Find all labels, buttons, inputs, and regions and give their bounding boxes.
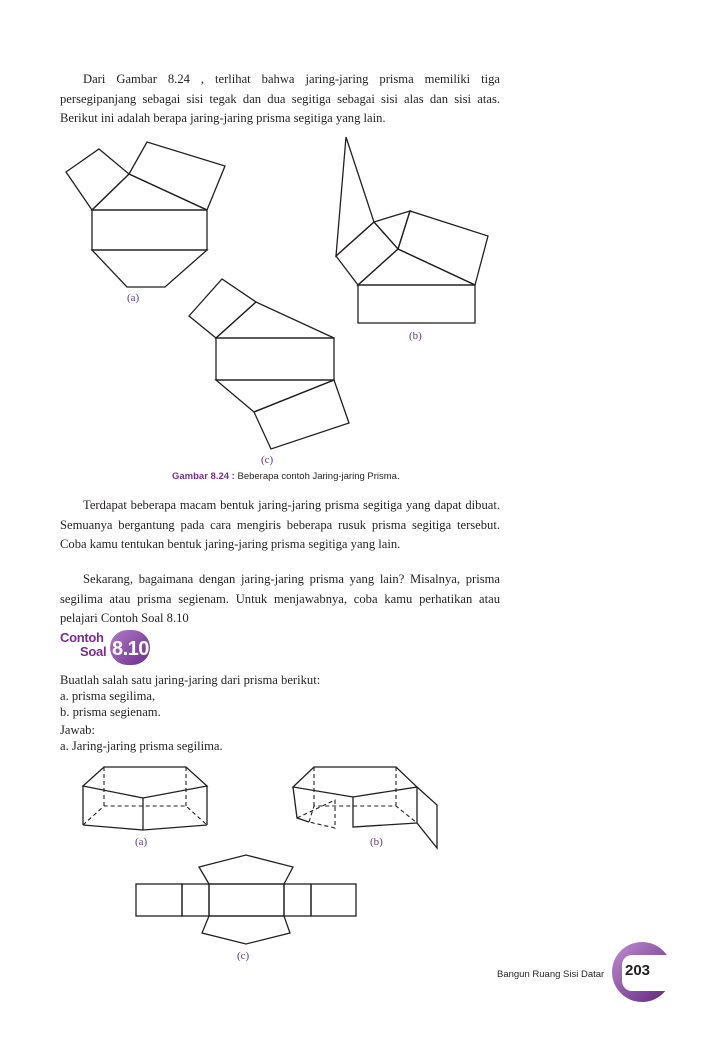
contoh-word: Contoh [60,630,104,645]
example-item-a: a. prisma segilima, [60,689,156,703]
example-answer-a: a. Jaring-jaring prisma segilima. [60,739,223,753]
intro-line-1: Dari Gambar 8.24 , terlihat bahwa jaring-jaring prisma memiliki tiga [83,72,500,86]
page-number: 203 [625,962,651,979]
example-instruction: Buatlah salah satu jaring-jaring dari prisma berikut: [60,673,321,687]
intro-line-2: persegipanjang sebagai sisi tegak dan dua segitiga sebagai sisi alas dan sisi [60,91,472,106]
p1-line-3: prisma segitiga tersebut. Coba kamu tentukan bentuk jaring-jaring prisma [60,517,500,552]
prism-b [293,767,437,848]
net-pentagonal-c [136,855,356,944]
p2-line-2: prisma segilima atau prisma segienam. Untuk menjawabnya, coba kamu [60,572,500,606]
p1-line-1: Terdapat beberapa macam bentuk jaring-jaring prisma segitiga yang [83,498,431,512]
p2-line-1: Sekarang, bagaimana dengan jaring-jaring prisma yang lain? Misalnya, [83,572,461,586]
example-jawab: Jawab: [60,723,95,737]
intro-line-3: atas. Berikut ini adalah berapa jaring-jaring prisma segitiga yang lain. [60,91,500,126]
prism-a [83,767,207,830]
figure2-label-a: (a) [135,836,148,848]
figure1-label-c: (c) [261,454,274,466]
figure2-label-c: (c) [237,950,250,962]
p1-line-4: segitiga yang lain. [308,537,401,552]
example-item-b: b. prisma segienam. [60,705,161,719]
figure1-label-a: (a) [127,292,140,304]
caption-text: Beberapa contoh Jaring-jaring Prisma. [234,471,400,482]
figure2-label-b: (b) [370,836,383,848]
contoh-number: 8.10 [112,638,149,660]
p1-line-2: dapat dibuat. Semuanya bergantung pada cara mengiris beberapa rusuk [60,498,500,532]
caption-label: Gambar 8.24 : [172,471,235,482]
chapter-title: Bangun Ruang Sisi Datar [497,969,605,980]
figure1-label-b: (b) [409,330,422,342]
soal-word: Soal [80,644,107,659]
p2-line-3: perhatikan atau pelajari Contoh Soal 8.10 [60,591,500,626]
